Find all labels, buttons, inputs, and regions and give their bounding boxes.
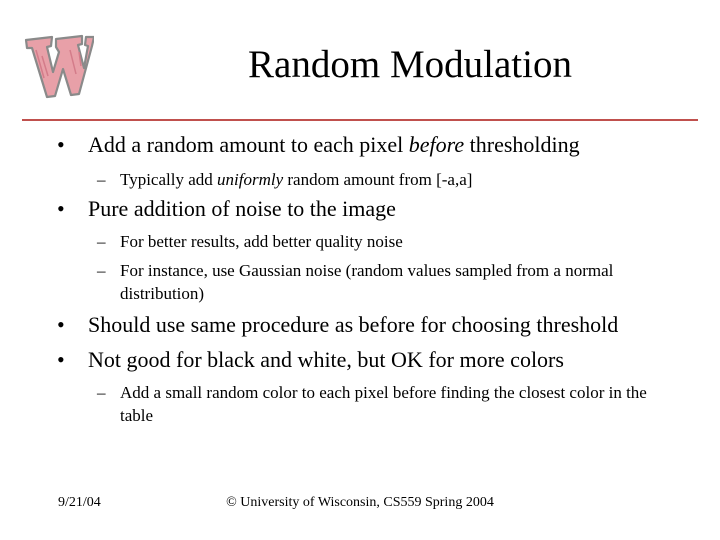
bullet-dot: • [57, 196, 65, 221]
bullet-1-sub-1 [97, 168, 665, 191]
footer-date: 9/21/04 [58, 495, 101, 510]
bullet-2 [57, 196, 688, 222]
sub-dash: – [97, 383, 106, 402]
sub-dash: – [97, 232, 106, 251]
bullet-3 [57, 312, 688, 338]
bullet-dot: • [57, 312, 65, 337]
slide-title: Random Modulation [248, 43, 572, 86]
bullet-1-text-post: thresholding [464, 132, 580, 157]
bullet-2-sub-2 [97, 259, 665, 305]
bullet-3-text: Should use same procedure as before for choosing threshold [88, 312, 619, 337]
bullet-dot: • [57, 132, 65, 157]
bullet-1-sub-1-emphasis: uniformly [217, 170, 284, 189]
bullet-1-text-pre: Add a random amount to each pixel [88, 132, 409, 157]
bullet-2-text: Pure addition of noise to the image [88, 196, 396, 221]
bullet-1-sub-1-pre: Typically add [120, 170, 218, 189]
bullet-dot: • [57, 347, 65, 372]
sub-dash: – [97, 170, 106, 189]
sub-dash: – [97, 261, 106, 280]
bullet-4-sub-1-text: Add a small random color to each pixel before finding the closest color in the table [120, 383, 647, 425]
bullet-2-sub-1 [97, 230, 665, 253]
bullet-4-sub-1 [97, 381, 665, 427]
footer-copyright: © University of Wisconsin, CS559 Spring 2004 [226, 495, 494, 510]
bullet-1 [57, 132, 688, 158]
bullet-2-sub-1-text: For better results, add better quality noise [120, 232, 403, 251]
bullet-4-text: Not good for black and white, but OK for more colors [88, 347, 564, 372]
bullet-1-emphasis: before [408, 132, 465, 157]
bullet-1-sub-1-post: random amount from [-a,a] [283, 170, 473, 189]
bullet-4 [57, 347, 688, 373]
bullet-2-sub-2-text: For instance, use Gaussian noise (random values sampled from a normal distribution) [120, 261, 614, 303]
